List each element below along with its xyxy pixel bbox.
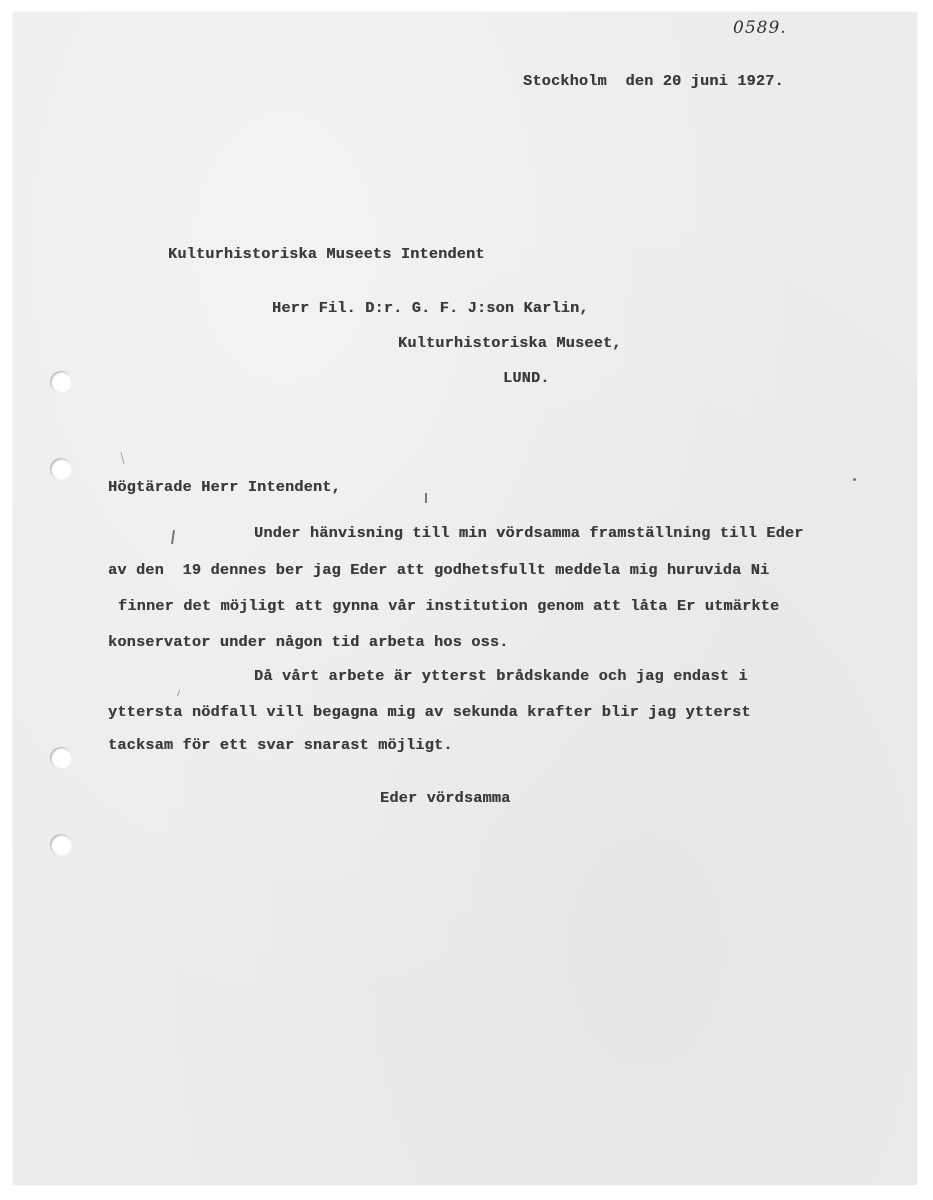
dateline: Stockholm den 20 juni 1927. (523, 72, 784, 90)
punch-hole (50, 747, 72, 769)
closing: Eder vördsamma (380, 789, 511, 807)
punch-hole (50, 371, 72, 393)
paragraph-2-line: Då vårt arbete är ytterst brådskande och jag endast i (254, 667, 748, 685)
paragraph-2-line: tacksam för ett svar snarast möjligt. (108, 736, 453, 754)
salutation: Högtärade Herr Intendent, (108, 478, 341, 496)
stray-mark (425, 493, 427, 503)
paragraph-2-line: yttersta nödfall vill begagna mig av sekunda krafter blir jag ytterst (108, 703, 751, 721)
recipient-line-3: Kulturhistoriska Museet, (398, 334, 622, 352)
recipient-line-1: Kulturhistoriska Museets Intendent (168, 245, 485, 263)
archive-number: 0589. (733, 18, 787, 38)
punch-hole (50, 834, 72, 856)
recipient-line-4: LUND. (503, 369, 550, 387)
paragraph-1-line: av den 19 dennes ber jag Eder att godhetsfullt meddela mig huruvida Ni (108, 561, 770, 579)
recipient-line-2: Herr Fil. D:r. G. F. J:son Karlin, (272, 299, 589, 317)
paragraph-1-line: konservator under någon tid arbeta hos oss. (108, 633, 509, 651)
paragraph-1-line: finner det möjligt att gynna vår institution genom att låta Er utmärkte (118, 597, 780, 615)
paragraph-1-line: Under hänvisning till min vördsamma framställning till Eder (254, 524, 804, 542)
stray-mark (853, 478, 856, 481)
punch-hole (50, 458, 72, 480)
